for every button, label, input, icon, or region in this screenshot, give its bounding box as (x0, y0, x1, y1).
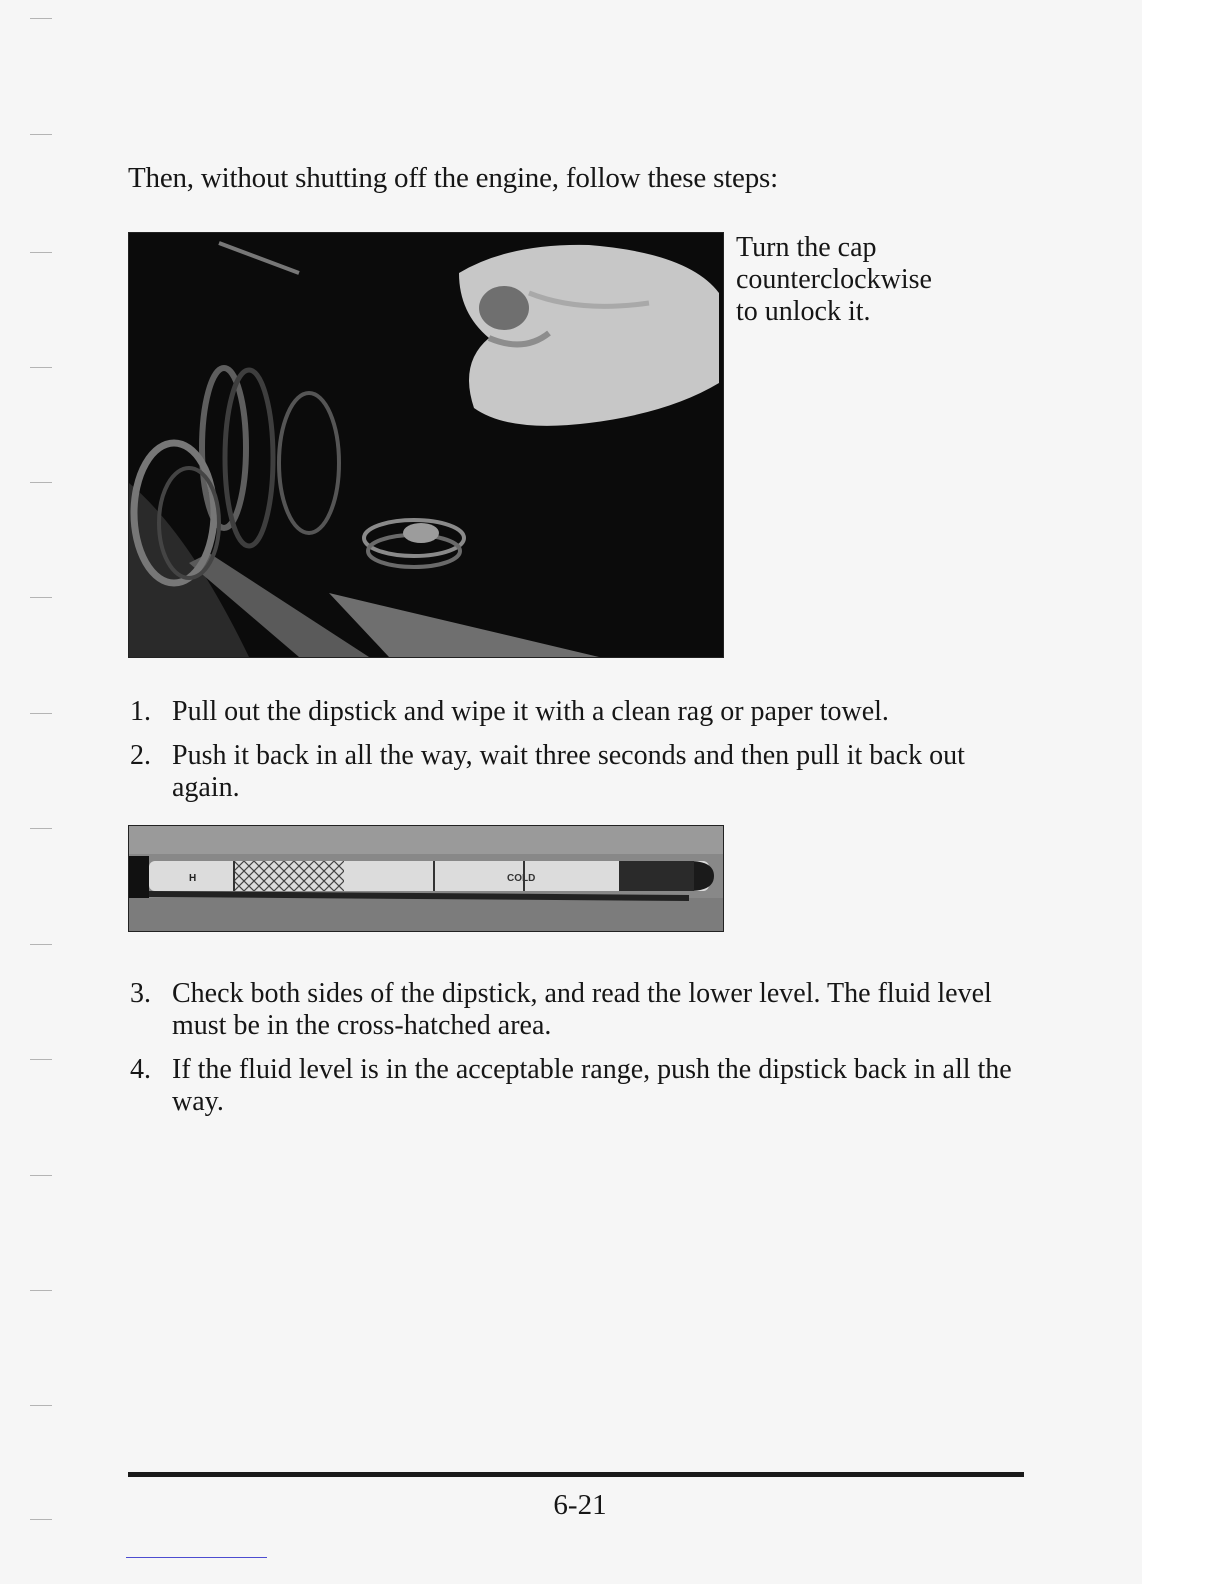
edge-mark (30, 18, 52, 19)
step-text: Check both sides of the dipstick, and read the lower level. The fluid level must be in the cross-hatched area. (172, 978, 992, 1041)
edge-mark (30, 828, 52, 829)
step-item (128, 1054, 1038, 1118)
edge-mark (30, 1405, 52, 1406)
intro-text: Then, without shutting off the engine, follow these steps: (128, 162, 778, 194)
edge-mark (30, 367, 52, 368)
step-number: 1. (130, 696, 151, 727)
edge-mark (30, 1059, 52, 1060)
step-item (128, 740, 1038, 804)
edge-mark (30, 713, 52, 714)
edge-mark (30, 252, 52, 253)
step-number: 3. (130, 978, 151, 1009)
caption-line: counterclockwise (736, 264, 932, 295)
page-number: 6-21 (553, 1489, 607, 1521)
edge-mark (30, 597, 52, 598)
edge-mark (30, 134, 52, 135)
step-item (128, 696, 1038, 728)
step-number: 4. (130, 1054, 151, 1085)
caption-line: Turn the cap (736, 232, 877, 263)
dipstick-mark-hot: H (189, 873, 197, 884)
dipstick-photo (128, 825, 724, 932)
steps-list (128, 978, 1038, 1130)
step-text: If the fluid level is in the acceptable range, push the dipstick back in all the way. (172, 1054, 1012, 1117)
dipstick-mark-cold: COLD (507, 873, 536, 884)
binding-edge-marks (30, 0, 60, 1584)
steps-list (128, 696, 1038, 816)
cap-photo-drawing (129, 233, 723, 657)
footer-rule (128, 1472, 1024, 1477)
step-number: 2. (130, 740, 151, 771)
edge-mark (30, 1290, 52, 1291)
step-text: Pull out the dipstick and wipe it with a clean rag or paper towel. (172, 696, 889, 727)
edge-mark (30, 944, 52, 945)
edge-mark (30, 1519, 52, 1520)
step-item (128, 978, 1038, 1042)
cap-photo (128, 232, 724, 658)
caption-line: to unlock it. (736, 296, 871, 327)
bottom-link-line (126, 1557, 267, 1558)
dipstick-photo-drawing (129, 826, 723, 931)
edge-mark (30, 1175, 52, 1176)
step-text: Push it back in all the way, wait three seconds and then pull it back out again. (172, 740, 965, 803)
edge-mark (30, 482, 52, 483)
photo-caption (736, 232, 996, 328)
